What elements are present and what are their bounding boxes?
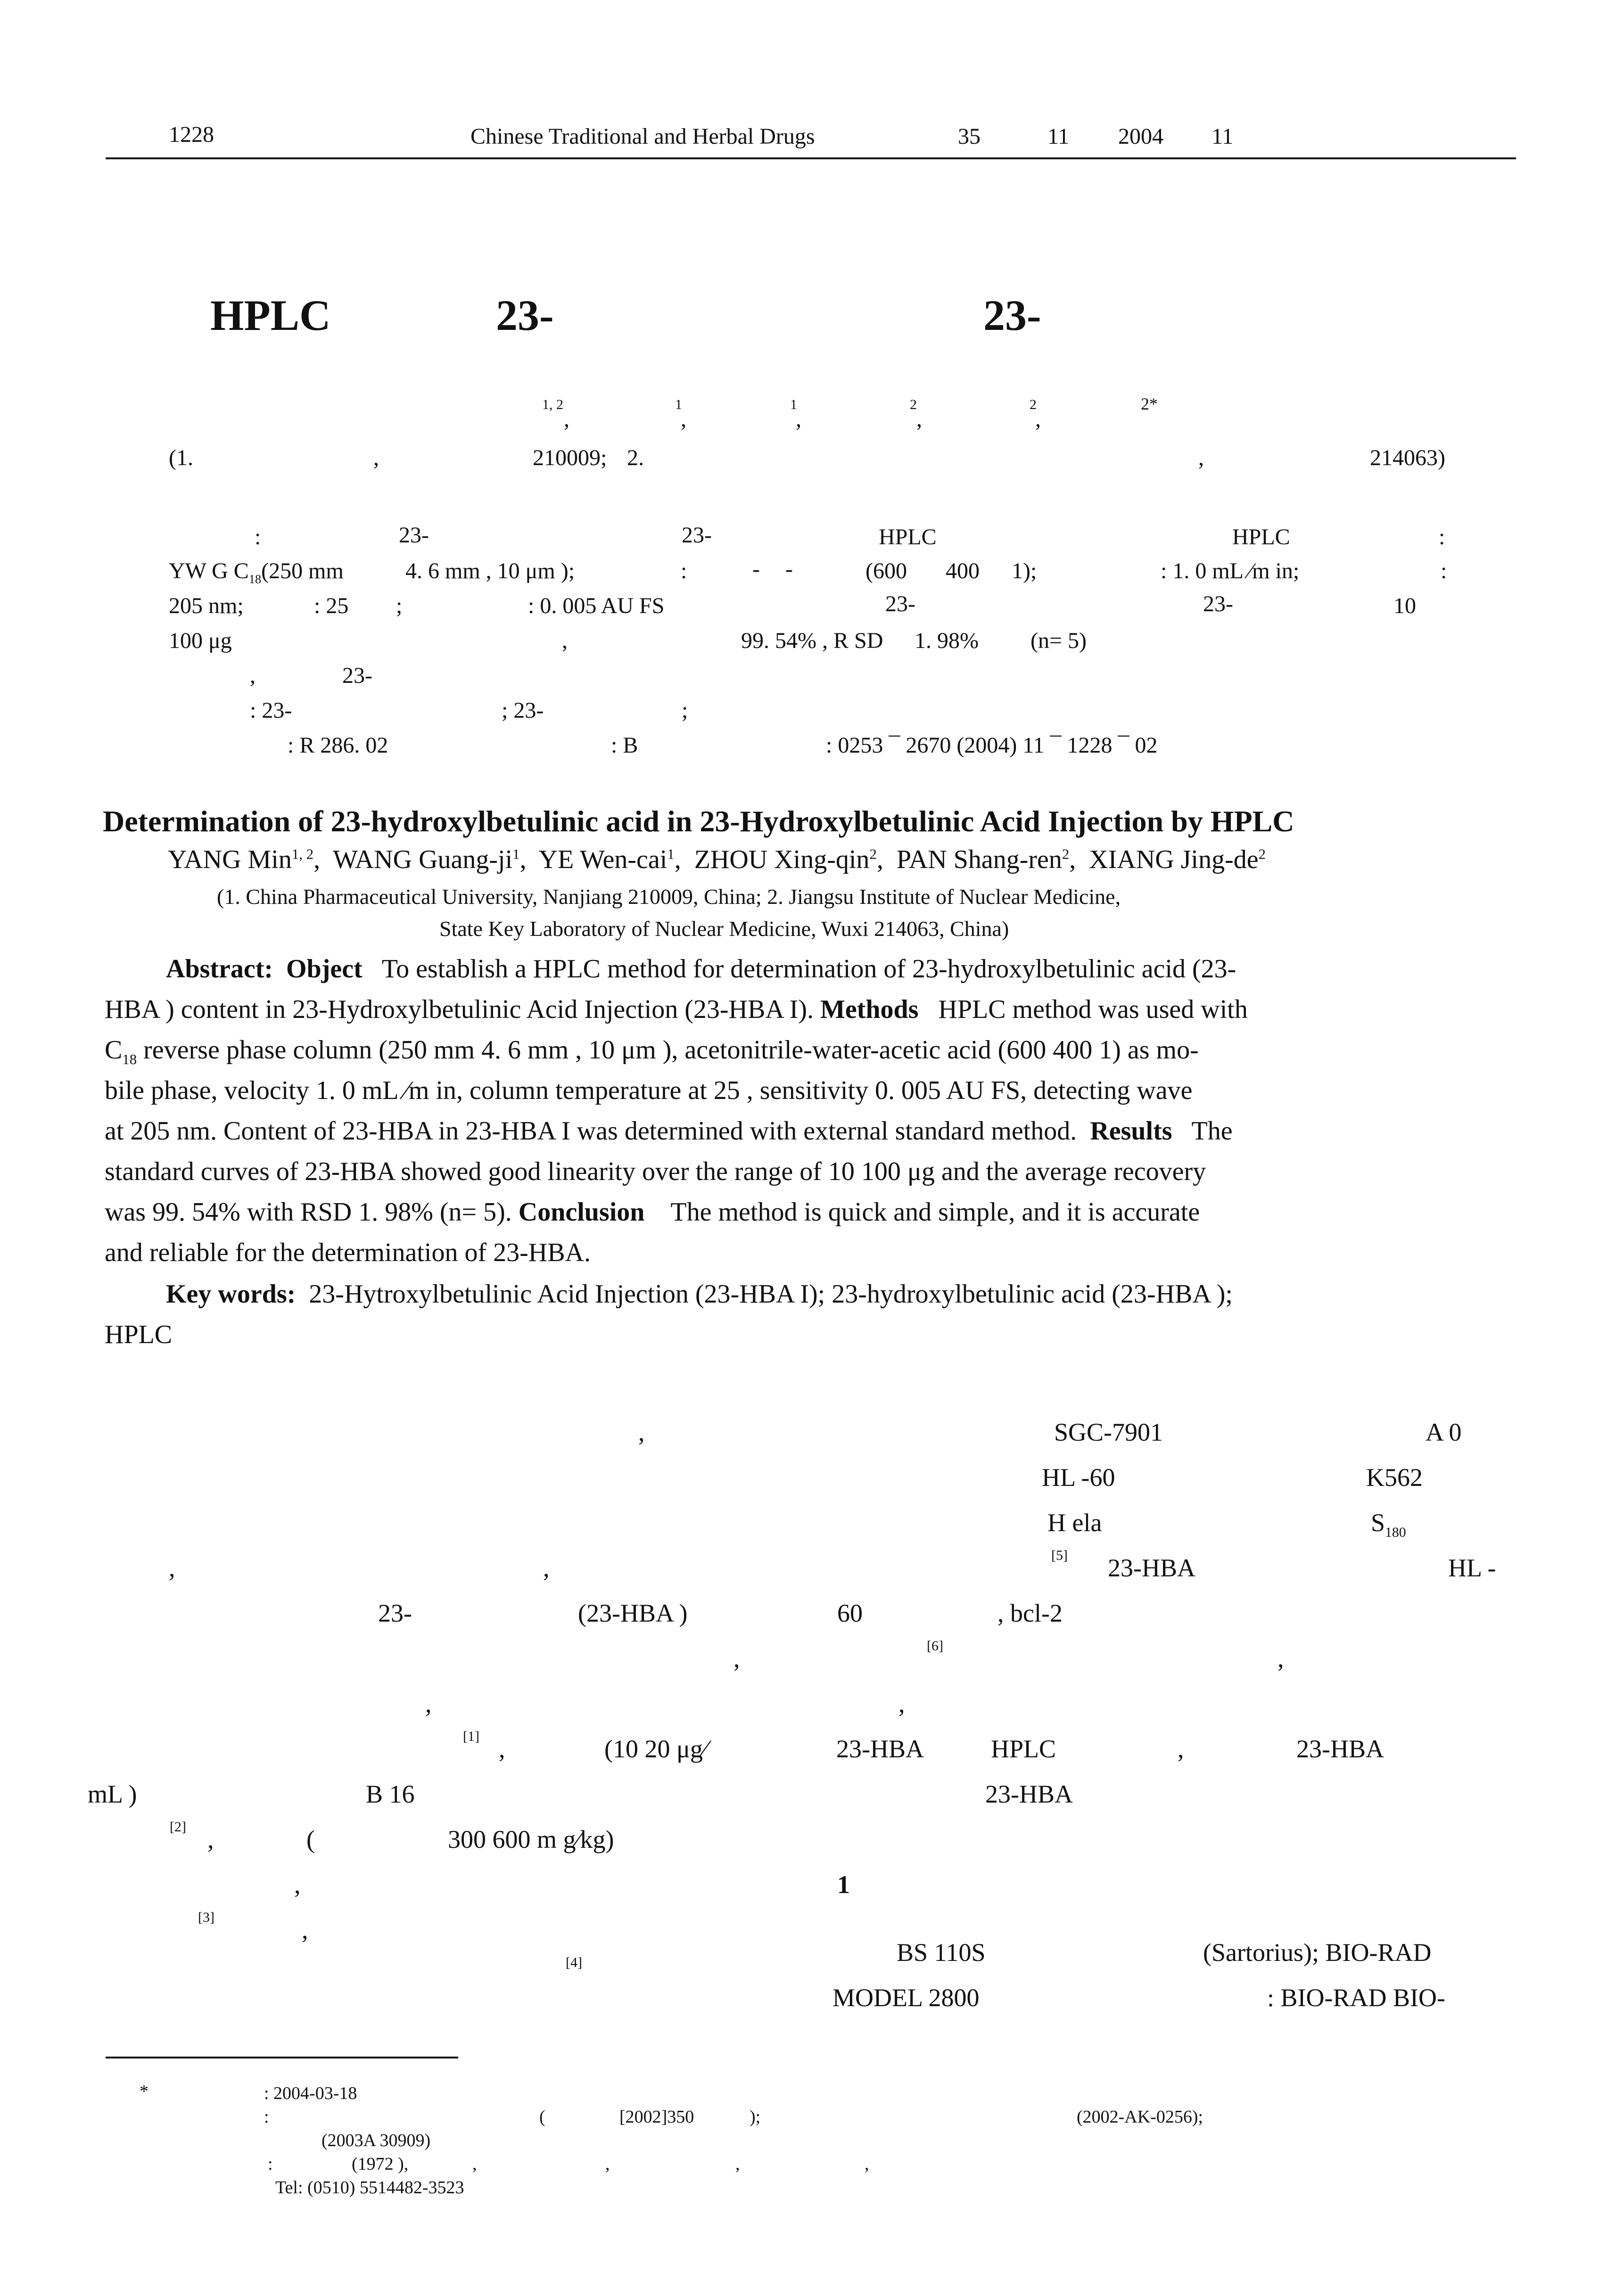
article-id: : 0253 ¯ 2670 (2004) 11 ¯ 1228 ¯ 02 (826, 733, 1158, 758)
affil-cn-prefix: (1. (169, 445, 193, 470)
body-left-frag: 60 (837, 1599, 863, 1627)
body-left-frag: , (207, 1825, 214, 1853)
citation-ref: [1] (463, 1729, 479, 1744)
abs-cn-frag: 23- (1203, 591, 1233, 616)
body-left-frag: , bcl-2 (997, 1599, 1063, 1627)
abstract-en-l4: bile phase, velocity 1. 0 mL ∕m in, column temperature at 25 , sensitivity 0. 005 AU FS, detecting wave (105, 1076, 1193, 1105)
body-left-frag: , (169, 1554, 175, 1582)
journal-month: 11 (1211, 124, 1234, 149)
author-cn-mark-3: 1 (790, 397, 797, 412)
journal-volume: 35 (958, 124, 981, 149)
body-right-frag: H ela (1047, 1509, 1102, 1537)
body-right-frag: A 0 (1426, 1418, 1462, 1446)
abs-cn-frag: 4. 6 mm , 10 μm ); (405, 558, 575, 583)
author-cn-mark-6: 2* (1141, 394, 1158, 413)
abs-cn-frag: , (562, 628, 568, 653)
abs-cn-frag: - (752, 557, 760, 582)
authors-en: YANG Min$^{1, 2}$, WANG Guang-$ji^1$, YE Wen-cai$^1$, ZHOU Xing-qin$^2$, PAN Shang-ren$^2$, XIANG Jing-$de^2$ (168, 845, 1266, 874)
title-cn-hplc: HPLC (210, 291, 331, 339)
author-cn-mark-1: 1, 2 (542, 397, 563, 412)
citation-ref: [2] (170, 1819, 186, 1835)
body-left-frag: (23-HBA ) (578, 1599, 688, 1627)
abs-cn-frag: 23- (885, 591, 915, 616)
footnote-fund: [2002]350 (619, 2107, 694, 2127)
abs-cn-frag: 100 μg (169, 628, 232, 653)
affil-en-line2: State Key Laboratory of Nuclear Medicine, Wuxi 214063, China) (439, 917, 1009, 941)
affil-cn-comma: , (373, 445, 379, 470)
abs-cn-frag: : (1439, 525, 1445, 549)
citation-ref: [4] (566, 1955, 582, 1970)
abs-cn-frag: HPLC (879, 525, 937, 549)
author-cn-comma: , (564, 407, 569, 432)
abstract-en-l5: at 205 nm. Content of 23-HBA in 23-HBA I was determined with external standard method. Results The (105, 1116, 1233, 1146)
abs-cn-frag: 99. 54% , R SD (741, 628, 883, 653)
body-right-frag: K562 (1366, 1463, 1423, 1492)
author-cn-comma: , (681, 407, 686, 432)
abs-cn-frag: 205 nm; (169, 593, 244, 618)
keywords-cn-frag: : 23- (250, 698, 292, 723)
keywords-cn-frag: ; (682, 698, 688, 723)
abstract-en-l1: Abstract: Object To establish a HPLC method for determination of 23-hydroxylbetulinic acid (23- (166, 954, 1236, 984)
body-right-frag: MODEL 2800 (832, 1984, 980, 2012)
abs-cn-frag: : 1. 0 mL ∕m in; (1161, 558, 1300, 583)
abs-cn-frag: 23- (399, 523, 429, 548)
footnote-star: * (140, 2082, 148, 2101)
footnote-bio: (1972 ), (352, 2154, 409, 2174)
journal-year: 2004 (1118, 124, 1163, 149)
affil-cn-comma: , (1198, 445, 1204, 470)
author-cn-mark-2: 1 (675, 397, 682, 412)
title-cn-num1: 23- (496, 291, 554, 339)
citation-ref: [5] (1051, 1548, 1068, 1563)
title-cn-num2: 23- (983, 291, 1041, 339)
body-left-frag: , (499, 1735, 505, 1763)
body-right-frag: SGC-7901 (1054, 1418, 1163, 1446)
body-left-frag: , (638, 1418, 645, 1446)
affil-cn-two: 2. (627, 445, 644, 470)
body-right-frag: BS 110S (897, 1938, 986, 1967)
abs-cn-frag: : (681, 558, 687, 583)
abstract-en-l6: standard curves of 23-HBA showed good linearity over the range of 10 100 μg and the average recovery (105, 1157, 1206, 1186)
body-right-frag: 23-HBA (1296, 1735, 1384, 1763)
affil-cn-code2: 214063) (1370, 445, 1445, 470)
abs-cn-frag: - (785, 557, 793, 582)
affil-en-line1: (1. China Pharmaceutical University, Nanjiang 210009, China; 2. Jiangsu Institute of Nuclear Medicine, (217, 885, 1121, 909)
abstract-en-l3: $C_{18}$ reverse phase column (250 mm 4. 6 mm , 10 μm ), acetonitrile-water-acetic acid (600 400 1) as mo- (105, 1035, 1199, 1068)
abs-cn-frag: 1); (1012, 558, 1037, 583)
author-cn-comma: , (796, 407, 801, 432)
abstract-en-l8: and reliable for the determination of 23-HBA. (105, 1238, 591, 1267)
body-right-frag: : BIO-RAD BIO- (1267, 1984, 1445, 2012)
author-cn-comma: , (916, 407, 922, 432)
abs-cn-frag: HPLC (1232, 525, 1290, 549)
section-number: 1 (837, 1870, 850, 1899)
author-cn-mark-4: 2 (910, 397, 917, 412)
body-right-frag: 23-HBA (985, 1780, 1073, 1808)
abs-cn-frag: 23- (682, 523, 712, 548)
title-en: Determination of 23-hydroxylbetulinic acid in 23-Hydroxylbetulinic Acid Injection by HPLC (103, 804, 1294, 838)
body-left-frag: B 16 (366, 1780, 415, 1808)
abs-cn-frag: : (1441, 558, 1447, 583)
abs-cn-frag: : 0. 005 AU FS (528, 593, 665, 618)
footnote-rule (106, 2057, 458, 2058)
abs-cn-frag: : 25 (314, 593, 349, 618)
body-left-frag: 300 600 m g∕kg) (448, 1825, 614, 1853)
keywords-en-l1: Key words: 23-Hytroxylbetulinic Acid Injection (23-HBA I); 23-hydroxylbetulinic acid (23-HBA ); (166, 1279, 1233, 1309)
author-cn-comma: , (1035, 407, 1041, 432)
abstract-en-l7: was 99. 54% with RSD 1. 98% (n= 5). Conclusion The method is quick and simple, and it is accurate (105, 1197, 1200, 1227)
abs-cn-frag: 1. 98% (915, 628, 979, 653)
body-left-frag: , (302, 1916, 308, 1944)
body-right-frag: $S_{180}$ (1371, 1509, 1406, 1540)
abs-cn-frag: (n= 5) (1030, 628, 1087, 653)
journal-name: Chinese Traditional and Herbal Drugs (470, 124, 815, 149)
journal-issue: 11 (1047, 124, 1070, 149)
keywords-en-l2: HPLC (105, 1320, 173, 1349)
page-number: 1228 (169, 122, 214, 147)
body-right-frag: HL -60 (1042, 1463, 1115, 1492)
header-rule (106, 157, 1516, 159)
citation-ref: [6] (927, 1638, 943, 1654)
abs-cn-frag: ; (396, 593, 403, 618)
footnote-bio: , (605, 2154, 610, 2174)
body-left-frag: ( (306, 1825, 315, 1853)
body-left-frag: , (733, 1644, 740, 1673)
body-right-frag: , (1277, 1644, 1284, 1673)
body-left-frag: mL ) (88, 1780, 137, 1808)
abs-cn-frag: : (255, 525, 261, 549)
footnote-bio: , (472, 2154, 477, 2174)
body-right-frag: 23-HBA (1108, 1554, 1195, 1582)
body-right-frag: , (1178, 1735, 1184, 1763)
body-left-frag: (10 20 μg∕ (604, 1735, 707, 1763)
footnote-fund: : (264, 2107, 269, 2127)
abs-cn-frag: 10 (1393, 593, 1416, 618)
body-left-frag: 23- (378, 1599, 412, 1627)
affil-cn-code1: 210009; (533, 445, 607, 470)
abs-cn-frag: (600 (865, 558, 907, 583)
body-left-frag: , (543, 1554, 550, 1582)
citation-ref: [3] (198, 1910, 214, 1925)
footnote-bio: , (865, 2154, 869, 2174)
abs-cn-frag: 400 (946, 558, 980, 583)
body-left-frag: , (425, 1689, 432, 1718)
keywords-cn-frag: ; 23- (502, 698, 544, 723)
body-right-frag: (Sartorius); BIO-RAD (1203, 1938, 1432, 1967)
footnote-bio: : (268, 2154, 273, 2174)
footnote-fund: ); (750, 2107, 761, 2127)
abs-cn-frag: YW G $C_{18}(250$ mm (169, 558, 344, 586)
body-right-frag: 23-HBA (836, 1735, 924, 1763)
footnote-received: : 2004-03-18 (264, 2083, 357, 2103)
body-left-frag: , (898, 1689, 905, 1718)
footnote-bio: , (735, 2154, 740, 2174)
body-right-frag: HL - (1448, 1554, 1496, 1582)
footnote-fund: (2003A 30909) (321, 2131, 431, 2150)
abstract-en-l2: HBA ) content in 23-Hydroxylbetulinic Acid Injection (23-HBA I). Methods HPLC method was used with (105, 995, 1248, 1024)
body-left-frag: , (294, 1870, 301, 1899)
author-cn-mark-5: 2 (1030, 397, 1037, 412)
clc-number: : R 286. 02 (288, 733, 388, 758)
doc-code: : B (611, 733, 638, 758)
footnote-fund: (2002-AK-0256); (1077, 2107, 1203, 2127)
footnote-tel: Tel: (0510) 5514482-3523 (275, 2178, 464, 2198)
abs-cn-frag: 23- (342, 663, 372, 688)
body-right-frag: HPLC (991, 1735, 1056, 1763)
abs-cn-frag: , (250, 663, 255, 688)
footnote-fund: ( (539, 2107, 545, 2127)
